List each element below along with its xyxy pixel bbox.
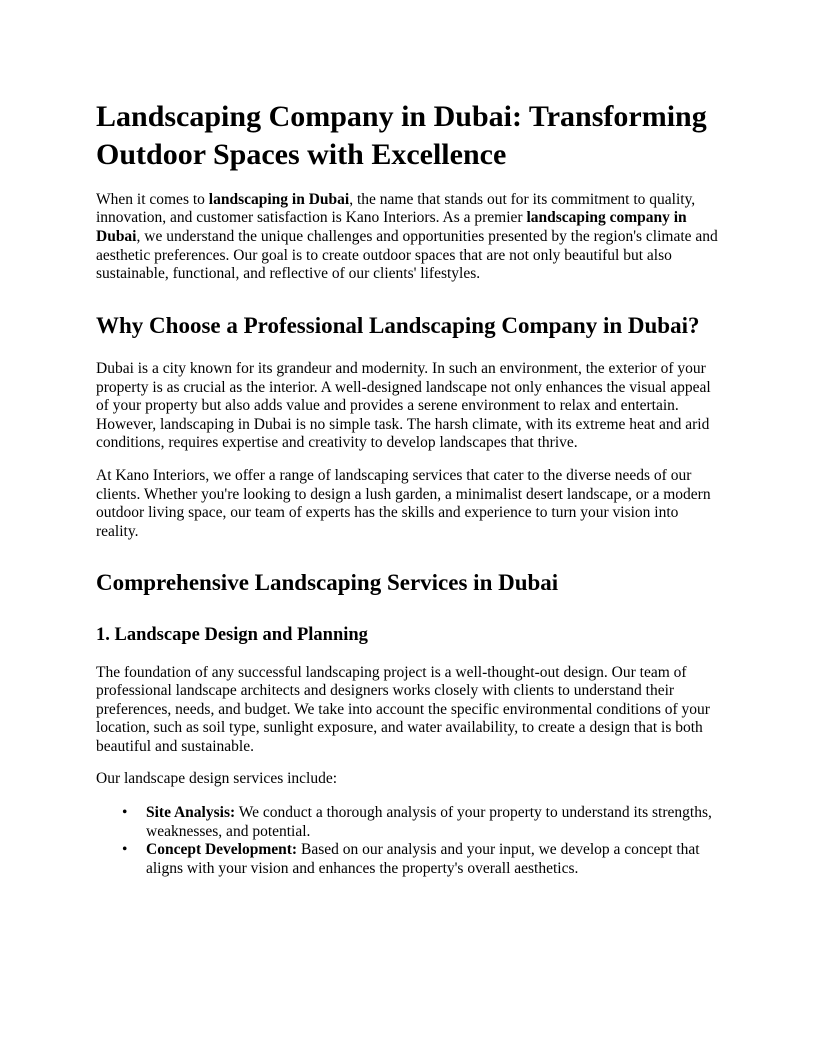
intro-paragraph: When it comes to landscaping in Dubai, the name that stands out for its commitment to quality, innovation, and customer satisfaction is Kano Interiors. As a premier landscaping company in Dubai, we understand the unique challenges and opportunities presented by the region's climate and aesthetic preferences. Our goal is to create outdoor spaces that are not only beautiful but also sustainable, functional, and reflective of our clients' lifestyles.: [96, 190, 718, 283]
subsection-heading-landscape-design: 1. Landscape Design and Planning: [96, 625, 368, 646]
design-services-list: [96, 804, 720, 878]
landscape-design-paragraph: The foundation of any successful landscaping project is a well-thought-out design. Our team of professional landscape architects and designers works closely with clients to understand their preferences, needs, and budget. We take into account the specific environmental conditions of your location, such as soil type, sunlight exposure, and water availability, to create a design that is both beautiful and sustainable.: [96, 663, 710, 755]
why-choose-paragraph-2: At Kano Interiors, we offer a range of landscaping services that cater to the diverse needs of our clients. Whether you're looking to design a lush garden, a minimalist desert landscape, or a modern outdoor living space, our team of experts has the skills and experience to turn your vision into reality.: [96, 466, 711, 540]
design-services-list-intro: Our landscape design services include:: [96, 770, 338, 788]
why-choose-paragraph-1: Dubai is a city known for its grandeur and modernity. In such an environment, the exterior of your property is as crucial as the interior. A well-designed landscape not only enhances the visual appeal of your property but also adds value and provides a serene environment to relax and entertain. However, landscaping in Dubai is no simple task. The harsh climate, with its extreme heat and arid conditions, requires expertise and creativity to develop landscapes that thrive.: [96, 359, 711, 452]
section-heading-services: Comprehensive Landscaping Services in Dubai: [96, 570, 559, 596]
list-item-concept-development: • Concept Development: Based on our analysis and your input, we develop a concept that aligns with your vision and enhances the property's overall aesthetics.: [146, 841, 720, 878]
document-title: Landscaping Company in Dubai: Transforming Outdoor Spaces with Excellence: [96, 100, 707, 172]
section-heading-why-choose: Why Choose a Professional Landscaping Company in Dubai?: [96, 312, 700, 338]
list-item-site-analysis: • Site Analysis: We conduct a thorough analysis of your property to understand its strengths, weaknesses, and potential.: [146, 804, 720, 841]
